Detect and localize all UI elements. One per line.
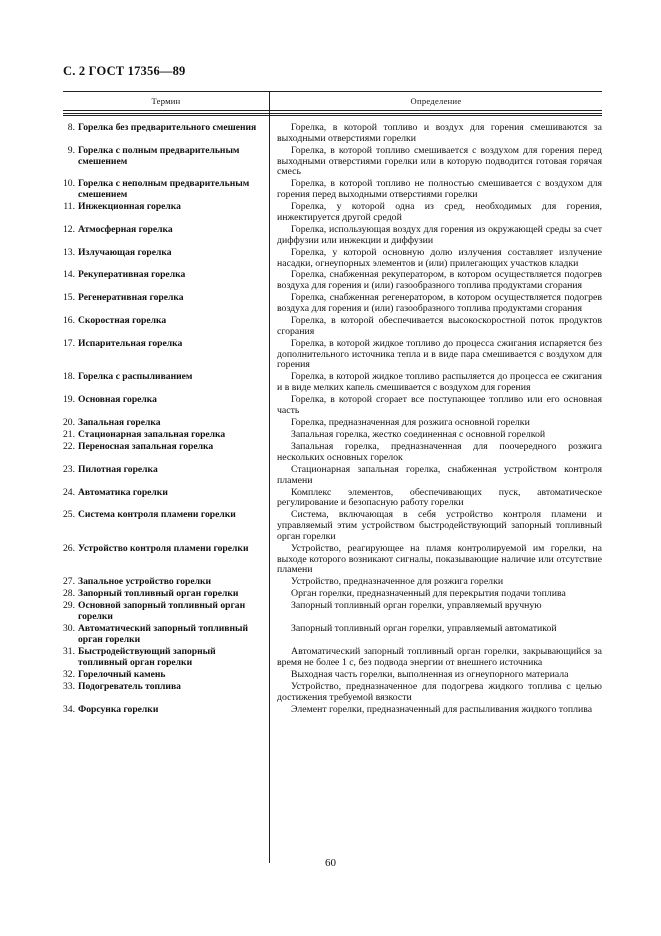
- page-header: С. 2 ГОСТ 17356—89: [63, 64, 186, 78]
- term-text: Быстродействующий запорный топливный орган горелки: [78, 645, 216, 668]
- definition-cell: Горелка, у которой основную долю излучения составляет излучение насадки, огнеупорных элементов и (или) прилегающих участков кладки: [277, 246, 602, 269]
- term-number: 12.: [63, 223, 75, 235]
- table-row: [63, 146, 602, 178]
- term-cell: [63, 418, 269, 429]
- term-cell: [63, 601, 269, 623]
- term-number: 21.: [63, 428, 75, 440]
- table-row: [63, 705, 602, 716]
- definition-cell: Устройство, предназначенное для подогрева жидкого топлива с целью достижения требуемой вязкости: [277, 680, 602, 703]
- term-text: Горелка с полным предварительным смешением: [78, 144, 240, 167]
- term-number: 9.: [67, 144, 75, 156]
- term-text: Система контроля пламени горелки: [78, 509, 236, 521]
- table-row: [63, 123, 602, 145]
- term-text: Регенеративная горелка: [78, 292, 184, 304]
- table-row: [63, 225, 602, 247]
- table-row: [63, 179, 602, 201]
- definition-cell: Горелка, в которой топливо смешивается с воздухом для горения перед выходными отверстиями горелки или в которую подводится готовая горячая смесь: [277, 144, 602, 178]
- table-row: [63, 339, 602, 371]
- definition-cell: Горелка, у которой одна из сред, необходимых для горения, инжектируется другой средой: [277, 201, 602, 223]
- table-row: [63, 202, 602, 224]
- term-text: Испарительная горелка: [78, 337, 183, 349]
- term-number: 13.: [63, 246, 75, 258]
- table-row: [63, 442, 602, 464]
- term-cell: [63, 705, 269, 716]
- table-row: [63, 465, 602, 487]
- term-number: 15.: [63, 292, 75, 304]
- definition-cell: Горелка, в которой жидкое топливо до процесса сжигания испаряется без дополнительного источника тепла и в виде пара смешивается с воздухом для горения: [277, 337, 602, 371]
- term-number: 26.: [63, 542, 75, 554]
- term-cell: [63, 146, 269, 178]
- term-cell: [63, 577, 269, 588]
- header-divider: [63, 113, 602, 116]
- term-number: 19.: [63, 394, 75, 406]
- term-text: Горелка с неполным предварительным смешением: [78, 178, 250, 201]
- term-cell: [63, 647, 269, 669]
- definition-cell: Устройство, реагирующее на пламя контролируемой им горелки, на выходе которого возникают сигналы, показывающие наличие или отсутствие пламени: [277, 542, 602, 576]
- term-number: 30.: [63, 623, 75, 635]
- definition-cell: Горелка, использующая воздух для горения из окружающей среды за счет диффузии или инжекции и диффузии: [277, 223, 602, 246]
- term-number: 23.: [63, 463, 75, 475]
- term-text: Горелка без предварительного смешения: [78, 122, 257, 133]
- term-number: 18.: [63, 371, 75, 383]
- term-cell: [63, 123, 269, 145]
- term-number: 24.: [63, 486, 75, 498]
- term-cell: [63, 624, 269, 646]
- definition-cell: Выходная часть горелки, выполненная из огнеупорного материала: [291, 668, 569, 680]
- term-number: 29.: [63, 600, 75, 612]
- table-row: [63, 544, 602, 576]
- term-number: 11.: [63, 201, 75, 213]
- term-cell: [63, 316, 269, 338]
- term-number: 27.: [63, 576, 75, 588]
- term-cell: [63, 202, 269, 224]
- term-text: Рекуперативная горелка: [78, 269, 186, 281]
- definition-cell: Горелка, в которой сгорает все поступающее топливо или его основная часть: [277, 394, 602, 416]
- table-row: [63, 670, 602, 681]
- definition-cell: Запальная горелка, предназначенная для поочередного розжига нескольких основных горелок: [277, 440, 602, 463]
- term-text: Основной запорный топливный орган горелки: [78, 600, 246, 623]
- definition-cell: Горелка, предназначенная для розжига основной горелки: [291, 416, 530, 428]
- table-row: [63, 488, 602, 510]
- table-row: [63, 293, 602, 315]
- column-header-term: Термин: [63, 92, 270, 110]
- term-text: Скоростная горелка: [78, 315, 167, 327]
- term-cell: [63, 670, 269, 681]
- table-row: [63, 316, 602, 338]
- term-number: 20.: [63, 416, 75, 428]
- term-text: Атмосферная горелка: [78, 223, 173, 235]
- term-text: Запорный топливный орган горелки: [78, 588, 239, 600]
- term-cell: [63, 465, 269, 487]
- term-number: 14.: [63, 269, 75, 281]
- definition-cell: Запорный топливный орган горелки, управляемый вручную: [291, 600, 542, 612]
- definition-cell: Элемент горелки, предназначенный для распыливания жидкого топлива: [291, 703, 593, 715]
- term-number: 8.: [67, 122, 75, 133]
- definition-cell: Горелка, снабженная регенератором, в котором осуществляется подогрев воздуха для горения и (или) газообразного топлива продуктами сгорания: [277, 292, 602, 315]
- table-row: [63, 248, 602, 270]
- term-text: Запальное устройство горелки: [78, 576, 212, 588]
- page-number: 60: [325, 857, 336, 869]
- term-text: Основная горелка: [78, 394, 157, 406]
- column-header-definition: Определение: [410, 96, 462, 106]
- term-cell: [63, 372, 269, 394]
- table-row: [63, 624, 602, 646]
- table-row: [63, 577, 602, 588]
- column-divider: [269, 93, 270, 863]
- table-row: [63, 589, 602, 600]
- table-header: [63, 91, 602, 111]
- term-text: Переносная запальная горелка: [78, 440, 214, 452]
- term-cell: [63, 544, 269, 576]
- term-number: 22.: [63, 440, 75, 452]
- term-number: 31.: [63, 645, 75, 657]
- definition-cell: Стационарная запальная горелка, снабженная устройством контроля пламени: [277, 463, 602, 486]
- term-cell: [63, 248, 269, 270]
- term-number: 28.: [63, 588, 75, 600]
- terms-table: [63, 91, 602, 717]
- term-cell: [63, 589, 269, 600]
- term-text: Излучающая горелка: [78, 246, 172, 258]
- definition-cell: Запальная горелка, жестко соединенная с основной горелкой: [291, 428, 546, 440]
- term-number: 10.: [63, 178, 75, 190]
- table-row: [63, 430, 602, 441]
- term-text: Форсунка горелки: [78, 703, 159, 715]
- table-row: [63, 601, 602, 623]
- term-cell: [63, 682, 269, 704]
- table-row: [63, 682, 602, 704]
- table-row: [63, 372, 602, 394]
- term-cell: [63, 442, 269, 464]
- table-row: [63, 418, 602, 429]
- term-text: Инжекционная горелка: [78, 201, 181, 213]
- term-number: 32.: [63, 668, 75, 680]
- definition-cell: Горелка, в которой обеспечивается высокоскоростной поток продуктов сгорания: [277, 315, 602, 337]
- definition-cell: Горелка, в которой топливо и воздух для горения смешиваются за выходными отверстиями горелки: [277, 122, 602, 144]
- table-row: [63, 395, 602, 417]
- term-number: 25.: [63, 509, 75, 521]
- definition-cell: Орган горелки, предназначенный для перекрытия подачи топлива: [291, 588, 566, 600]
- term-text: Стационарная запальная горелка: [78, 428, 226, 440]
- term-number: 34.: [63, 703, 75, 715]
- term-number: 17.: [63, 337, 75, 349]
- table-row: [63, 510, 602, 542]
- term-number: 33.: [63, 680, 75, 692]
- term-cell: [63, 293, 269, 315]
- table-row: [63, 647, 602, 669]
- definition-cell: Система, включающая в себя устройство контроля пламени и управляемый этим устройством быстродействующий запорный топливный орган горелки: [277, 509, 602, 542]
- term-cell: [63, 225, 269, 247]
- term-text: Автоматика горелки: [78, 486, 168, 498]
- definition-cell: Автоматический запорный топливный орган горелки, закрывающийся за время не более 1 с, без подвода энергии от внешнего источника: [277, 645, 602, 668]
- term-text: Автоматический запорный топливный орган горелки: [78, 623, 249, 645]
- term-text: Запальная горелка: [78, 416, 161, 428]
- term-text: Подогреватель топлива: [78, 680, 181, 692]
- term-cell: [63, 270, 269, 292]
- table-row: [63, 270, 602, 292]
- term-cell: [63, 488, 269, 510]
- definition-cell: Запорный топливный орган горелки, управляемый автоматикой: [291, 623, 557, 635]
- term-text: Пилотная горелка: [78, 463, 158, 475]
- term-cell: [63, 339, 269, 371]
- term-number: 16.: [63, 315, 75, 327]
- definition-cell: Устройство, предназначенное для розжига горелки: [291, 576, 504, 588]
- term-cell: [63, 510, 269, 542]
- term-text: Устройство контроля пламени горелки: [78, 542, 249, 554]
- term-cell: [63, 395, 269, 417]
- term-cell: [63, 179, 269, 201]
- term-text: Горелочный камень: [78, 668, 166, 680]
- term-text: Горелка с распыливанием: [78, 371, 193, 383]
- definition-cell: Горелка, снабженная рекуператором, в котором осуществляется подогрев воздуха для горения и (или) газообразного топлива продуктами сгорания: [277, 269, 602, 292]
- table-body: [63, 123, 602, 715]
- term-cell: [63, 430, 269, 441]
- definition-cell: Горелка, в которой жидкое топливо распыляется до процесса ее сжигания и в виде мелких капель смешивается с воздухом для горения: [277, 371, 602, 394]
- definition-cell: Комплекс элементов, обеспечивающих пуск, автоматическое регулирование и безопасную работу горелки: [277, 486, 602, 509]
- definition-cell: Горелка, в которой топливо не полностью смешивается с воздухом для горения перед выходными отверстиями горелки: [277, 178, 602, 201]
